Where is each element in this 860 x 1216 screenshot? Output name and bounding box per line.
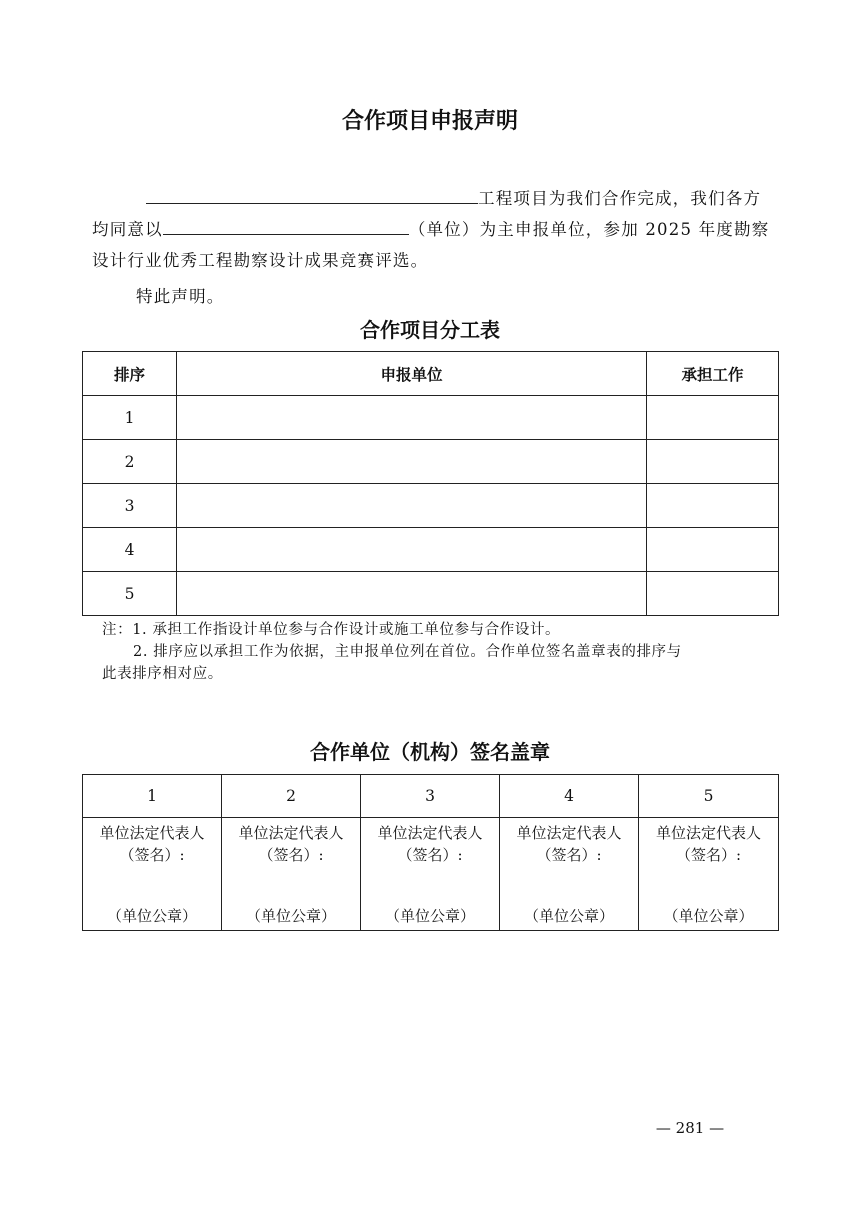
page-number: — 281 — (655, 1119, 725, 1137)
seal-label: （单位公章） (245, 907, 336, 925)
row-work-cell[interactable] (647, 440, 779, 484)
signature-row (83, 818, 779, 931)
signature-column-number: 3 (361, 775, 500, 818)
sign-label: （签名）: (675, 846, 742, 864)
seal-label: （单位公章） (106, 907, 197, 925)
row-work-cell[interactable] (647, 396, 779, 440)
page-title: 合作项目申报声明 (341, 109, 518, 134)
row-order: 1 (83, 396, 177, 440)
signature-cell[interactable] (83, 818, 222, 931)
legal-rep-label: 单位法定代表人 (238, 824, 344, 842)
row-unit-cell[interactable] (177, 440, 647, 484)
signature-table (82, 774, 779, 931)
table-row (83, 572, 779, 616)
row-unit-cell[interactable] (177, 572, 647, 616)
sign-label: （签名）: (258, 846, 324, 864)
declaration-line-1-text: 工程项目为我们合作完成，我们各方 (478, 189, 762, 208)
declaration-line-3: 设计行业优秀工程勘察设计成果竞赛评选。 (92, 251, 429, 270)
row-order: 2 (83, 440, 177, 484)
lead-unit-blank[interactable] (163, 216, 409, 235)
legal-rep-label: 单位法定代表人 (377, 824, 483, 842)
signature-cell[interactable] (361, 818, 500, 931)
division-table-title: 合作项目分工表 (360, 318, 500, 342)
signature-table-title: 合作单位（机构）签名盖章 (310, 740, 550, 764)
row-work-cell[interactable] (647, 528, 779, 572)
division-table (82, 351, 779, 616)
signature-cell[interactable] (222, 818, 361, 931)
table-row (83, 396, 779, 440)
header-order: 排序 (83, 352, 177, 396)
row-work-cell[interactable] (647, 484, 779, 528)
header-unit: 申报单位 (177, 352, 647, 396)
legal-rep-label: 单位法定代表人 (655, 824, 761, 842)
row-unit-cell[interactable] (177, 396, 647, 440)
sign-label: （签名）: (397, 846, 463, 864)
note-2-line-1: 2. 排序应以承担工作为依据，主申报单位列在首位。合作单位签名盖章表的排序与 (133, 644, 682, 660)
table-row (83, 440, 779, 484)
signature-column-number: 5 (639, 775, 779, 818)
division-table-header (83, 352, 779, 396)
declaration-line-2 (92, 214, 769, 245)
row-unit-cell[interactable] (177, 528, 647, 572)
row-order: 4 (83, 528, 177, 572)
declaration-closing: 特此声明。 (136, 287, 225, 306)
table-row (83, 484, 779, 528)
signature-cell[interactable] (500, 818, 639, 931)
project-name-blank[interactable] (146, 185, 478, 204)
sign-label: （签名）: (119, 846, 185, 864)
declaration-line-1 (146, 183, 761, 214)
note-2-line-2: 此表排序相对应。 (102, 666, 223, 682)
legal-rep-label: 单位法定代表人 (516, 824, 622, 842)
row-unit-cell[interactable] (177, 484, 647, 528)
note-1: 注：1. 承担工作指设计单位参与合作设计或施工单位参与合作设计。 (102, 622, 561, 638)
row-work-cell[interactable] (647, 572, 779, 616)
seal-label: （单位公章） (663, 907, 754, 925)
row-order: 5 (83, 572, 177, 616)
row-order: 3 (83, 484, 177, 528)
seal-label: （单位公章） (384, 907, 475, 925)
declaration-line-2-prefix: 均同意以 (92, 220, 163, 239)
signature-cell[interactable] (639, 818, 779, 931)
signature-number-row (83, 775, 779, 818)
signature-column-number: 1 (83, 775, 222, 818)
signature-column-number: 4 (500, 775, 639, 818)
sign-label: （签名）: (536, 846, 602, 864)
declaration-line-2-suffix: （单位）为主申报单位，参加 2025 年度勘察 (408, 220, 770, 239)
header-work: 承担工作 (647, 352, 779, 396)
legal-rep-label: 单位法定代表人 (99, 824, 205, 842)
seal-label: （单位公章） (523, 907, 614, 925)
table-row (83, 528, 779, 572)
signature-column-number: 2 (222, 775, 361, 818)
